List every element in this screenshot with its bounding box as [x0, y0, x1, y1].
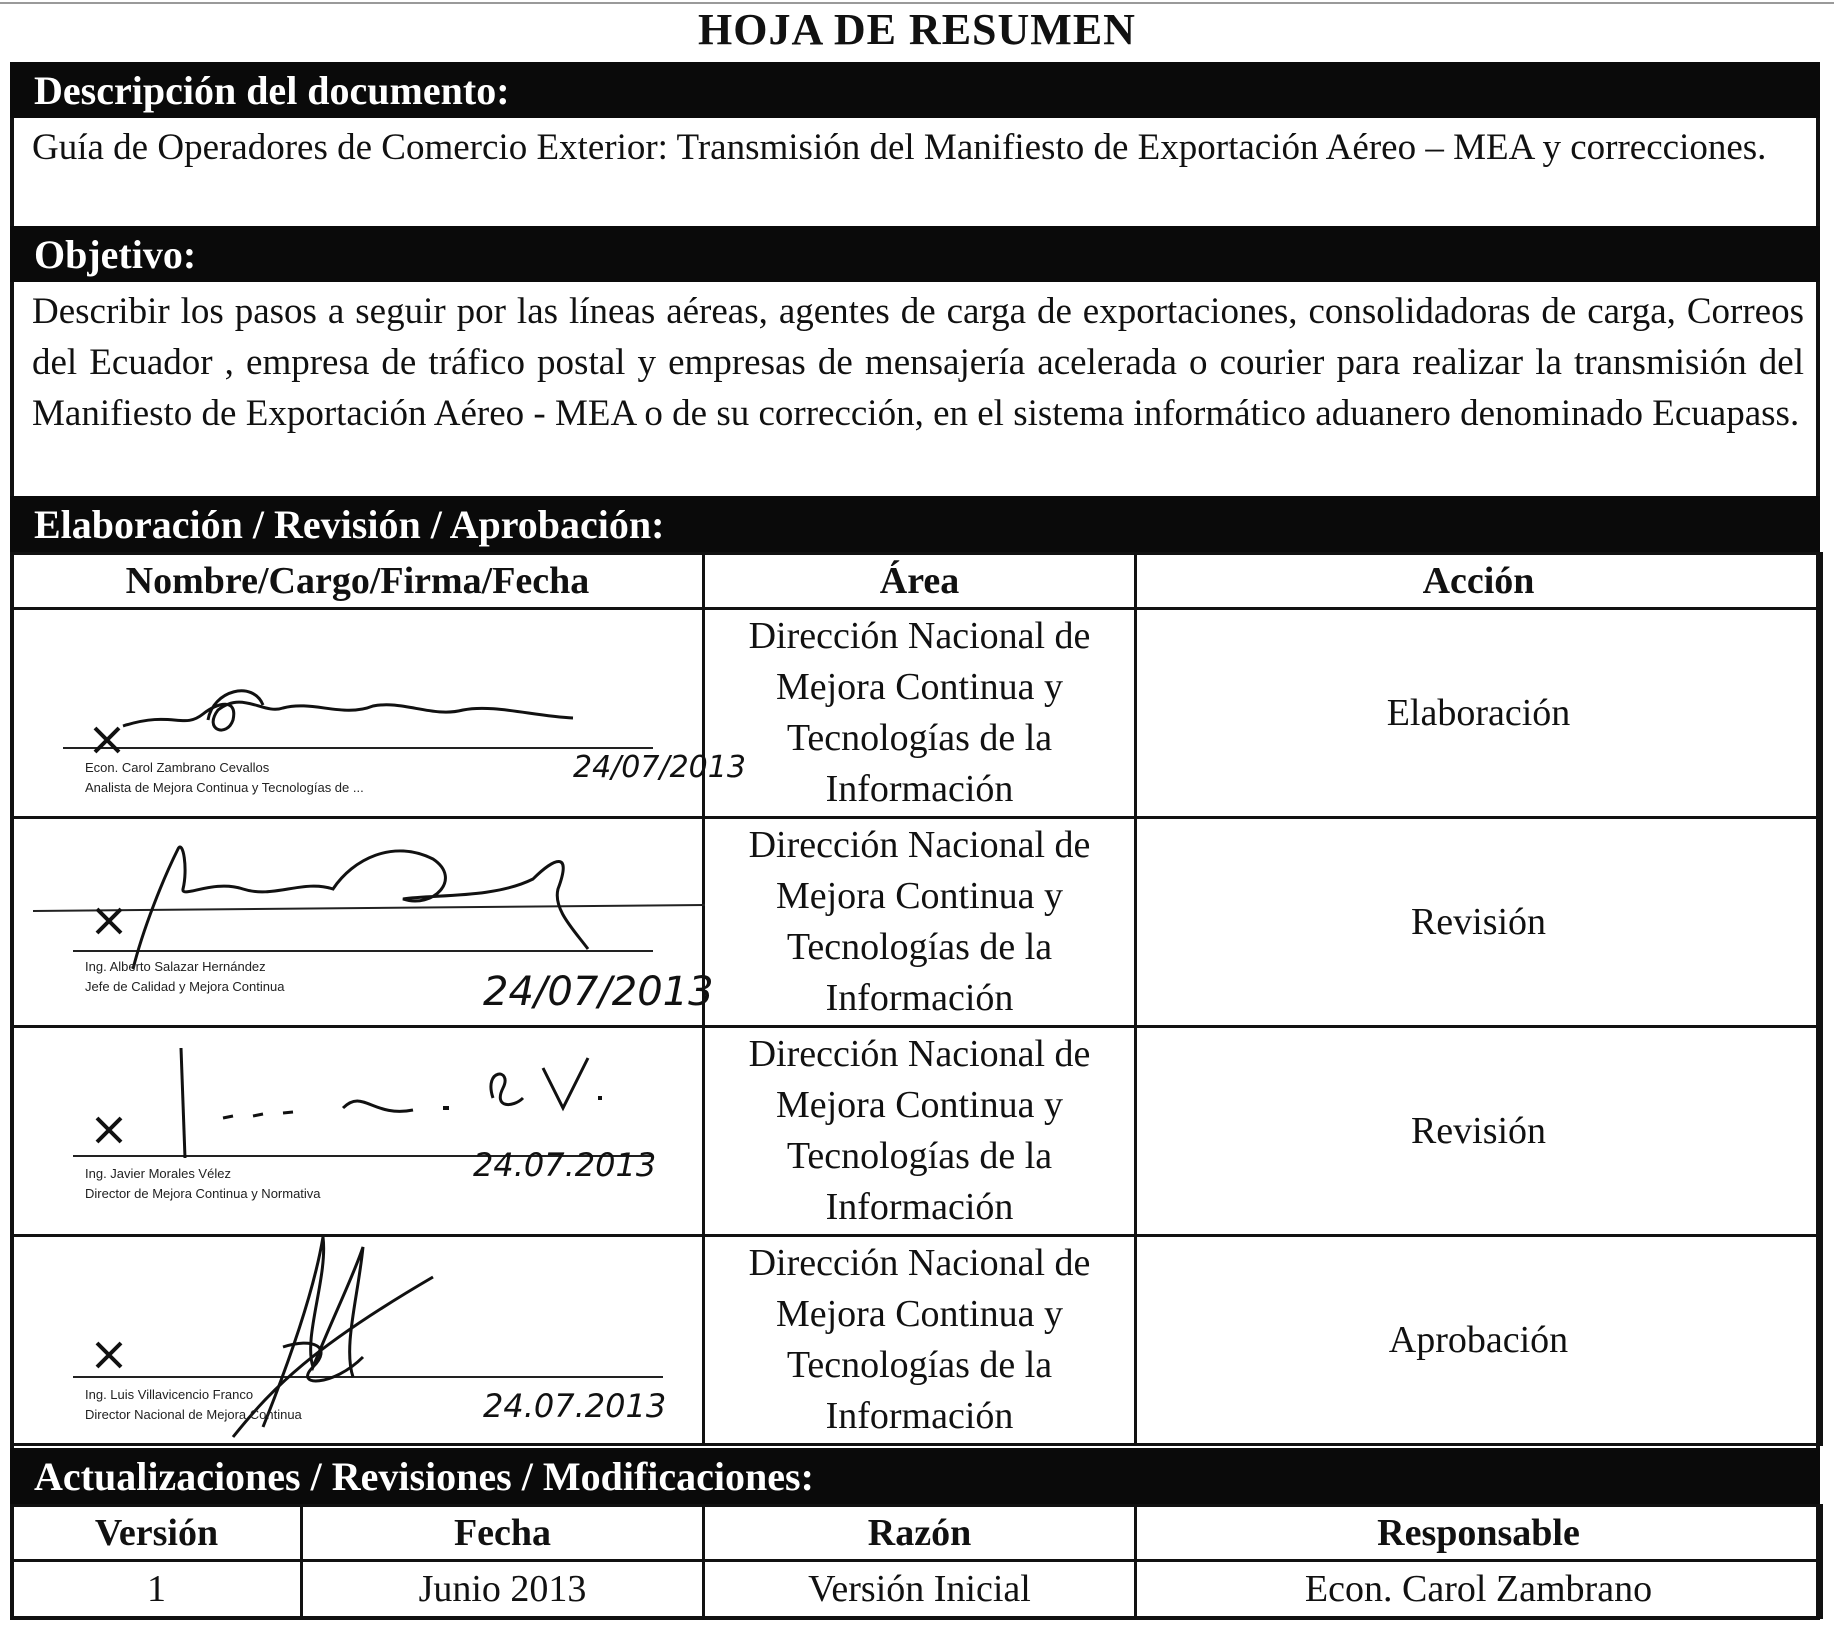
description-heading: Descripción del documento: [10, 62, 1820, 118]
signature-cell [12, 1027, 704, 1236]
area-cell: Dirección Nacional de Mejora Continua y Tecnologías de la Información [704, 609, 1136, 818]
approval-table [10, 552, 1823, 1446]
updates-heading: Actualizaciones / Revisiones / Modificaciones: [10, 1448, 1820, 1504]
signature-cell [12, 1236, 704, 1445]
reason-cell: Versión Inicial [704, 1561, 1136, 1618]
signer-name: Ing. Javier Morales Vélez [85, 1166, 231, 1181]
updates-table [10, 1504, 1823, 1619]
document-title: HOJA DE RESUMEN [698, 5, 1136, 54]
action-cell: Elaboración [1136, 609, 1822, 818]
signature-date: 24/07/2013 [573, 750, 746, 785]
signer-name: Ing. Luis Villavicencio Franco [85, 1387, 254, 1402]
signature-date: 24/07/2013 [483, 969, 714, 1015]
objective-heading: Objetivo: [10, 226, 1820, 282]
description-text: Guía de Operadores de Comercio Exterior: Transmisión del Manifiesto de Exportación Aéreo – MEA y correcciones. [32, 127, 1767, 168]
signer-position: Jefe de Calidad y Mejora Continua [85, 979, 285, 994]
table-row [12, 1236, 1822, 1445]
column-header-date: Fecha [302, 1506, 704, 1561]
updates-header-row [12, 1506, 1822, 1561]
objective-text: Describir los pasos a seguir por las líneas aéreas, agentes de carga de exportaciones, consolidadoras de carga, Correos del Ecuador , empresa de tráfico postal y empresas de mensajería acelerada o courier para realizar la transmisión del Manifiesto de Exportación Aéreo - MEA o de su corrección, en el sistema informático aduanero denominado Ecuapass. [32, 291, 1804, 434]
table-row [12, 1561, 1822, 1618]
column-header-version: Versión [12, 1506, 302, 1561]
table-row [12, 818, 1822, 1027]
date-cell: Junio 2013 [302, 1561, 704, 1618]
signature-cell [12, 609, 746, 818]
column-header-area: Área [704, 554, 1136, 609]
signer-position: Analista de Mejora Continua y Tecnologías de ... [85, 780, 364, 795]
approval-heading: Elaboración / Revisión / Aprobación: [10, 496, 1820, 552]
table-row [12, 609, 1822, 818]
area-cell: Dirección Nacional de Mejora Continua y Tecnologías de la Información [704, 1027, 1136, 1236]
column-header-action: Acción [1136, 554, 1822, 609]
signature-date: 24.07.2013 [483, 1387, 667, 1425]
column-header-reason: Razón [704, 1506, 1136, 1561]
column-header-responsible: Responsable [1136, 1506, 1822, 1561]
version-cell: 1 [12, 1561, 302, 1618]
action-cell: Revisión [1136, 1027, 1822, 1236]
signer-name: Econ. Carol Zambrano Cevallos [85, 760, 270, 775]
signature-cell [12, 818, 714, 1027]
area-cell: Dirección Nacional de Mejora Continua y Tecnologías de la Información [704, 818, 1136, 1027]
area-cell: Dirección Nacional de Mejora Continua y Tecnologías de la Información [704, 1236, 1136, 1445]
action-cell: Revisión [1136, 818, 1822, 1027]
column-header-name: Nombre/Cargo/Firma/Fecha [12, 554, 704, 609]
approval-header-row [12, 554, 1822, 609]
action-cell: Aprobación [1136, 1236, 1822, 1445]
signer-name: Ing. Alberto Salazar Hernández [85, 959, 266, 974]
signer-position: Director de Mejora Continua y Normativa [85, 1186, 321, 1201]
signature-image [13, 1028, 705, 1234]
table-row [12, 1027, 1822, 1236]
signature-date: 24.07.2013 [473, 1146, 657, 1184]
signer-position: Director Nacional de Mejora Continua [85, 1407, 302, 1422]
responsible-cell: Econ. Carol Zambrano [1136, 1561, 1822, 1618]
